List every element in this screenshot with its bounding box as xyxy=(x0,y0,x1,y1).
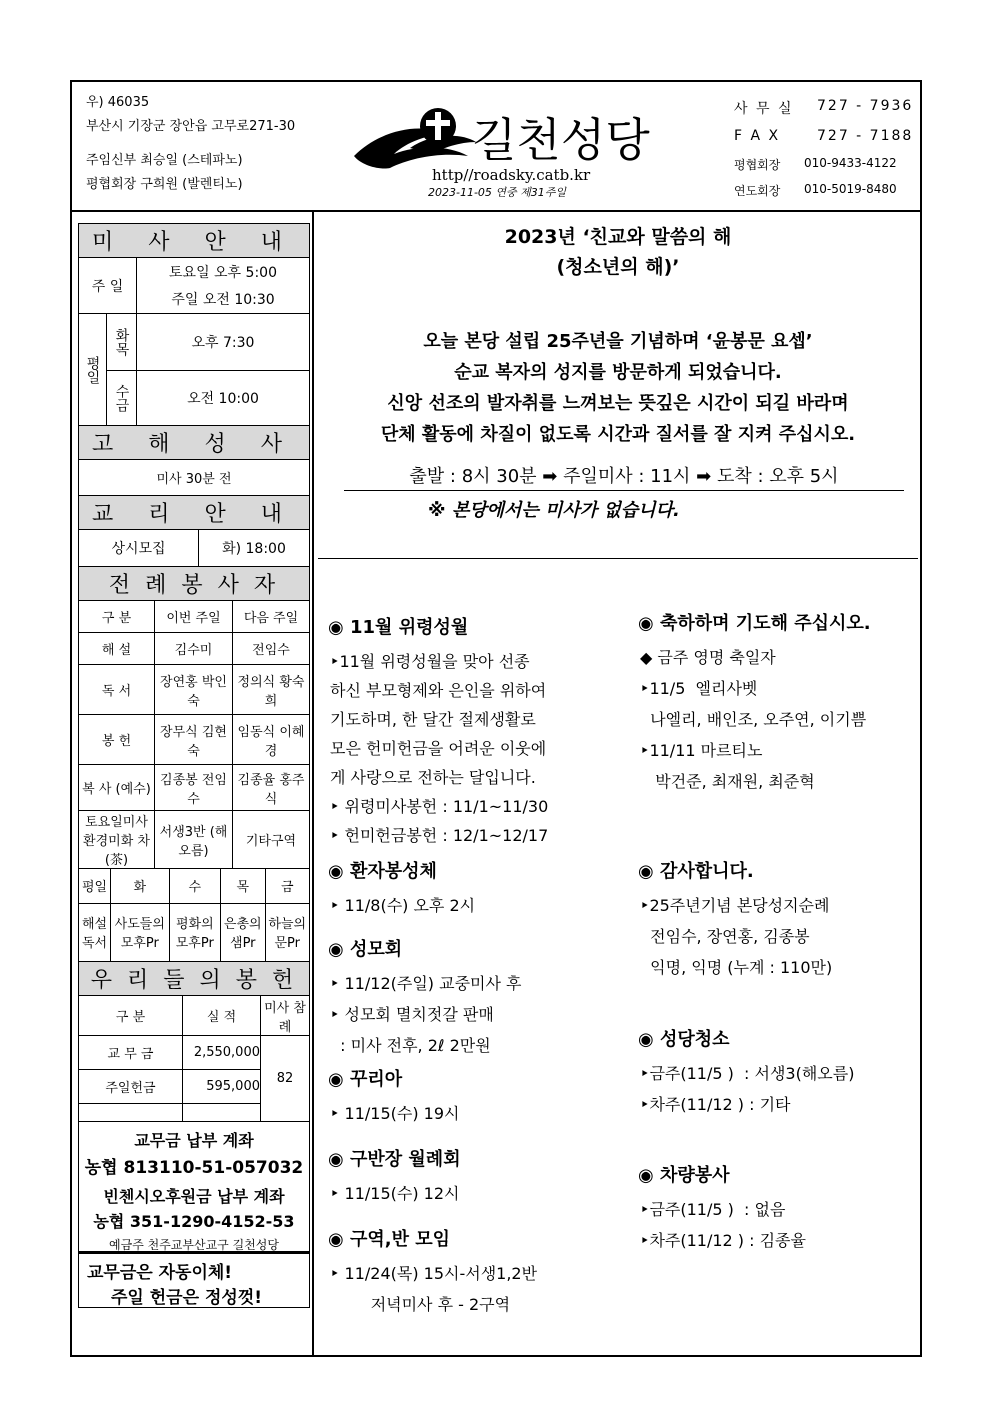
news-title xyxy=(328,936,402,964)
news-line: ‣11월 위령성월을 맞아 선종 xyxy=(330,652,530,671)
news-title-text: 감사합니다. xyxy=(659,861,754,882)
bullet-circle-icon: ◉ xyxy=(328,861,350,882)
news-title xyxy=(328,1066,402,1094)
weekday-label: 평일 xyxy=(79,314,107,426)
offering-row-value: 595,000 xyxy=(183,1070,261,1104)
catechism-table xyxy=(78,530,310,601)
news-line: 저녁미사 후 - 2구역 xyxy=(330,1295,511,1314)
postal-code: 우) 46035 xyxy=(86,95,150,110)
left-column xyxy=(78,223,310,1353)
office-label: 사 무 실 xyxy=(734,101,794,117)
news-line: 익명, 익명 (누계 : 110만) xyxy=(640,958,833,977)
church-name: 길천성당 xyxy=(472,113,650,167)
news-title-text: 축하하며 기도해 주십시오. xyxy=(659,613,871,634)
tuethu-label: 화목 xyxy=(107,314,137,371)
footer-box xyxy=(78,1252,310,1308)
sun-mass: 주일 오전 10:30 xyxy=(137,286,310,314)
wedfri-label: 수금 xyxy=(107,371,137,426)
header xyxy=(72,82,920,212)
council-phone-label: 평협회장 xyxy=(734,158,781,172)
server-row-next: 전임수 xyxy=(233,633,310,665)
church-logo xyxy=(350,104,690,174)
server-row-label: 해 설 xyxy=(79,633,155,665)
youth-phone: 010-5019-8480 xyxy=(804,182,897,196)
news-title xyxy=(328,858,437,886)
account1: 농협 813110-51-057032 xyxy=(84,1158,304,1178)
news-line: ‣ 11/15(수) 19시 xyxy=(330,1104,460,1123)
news-line: ‣25주년기념 본당성지순례 xyxy=(640,896,830,915)
offering-title: 우 리 들 의 봉 헌 xyxy=(79,962,310,996)
server-row-next: 김종율 홍주식 xyxy=(233,765,310,811)
server-row-next: 임동식 이혜경 xyxy=(233,715,310,765)
servers-title: 전 례 봉 사 자 xyxy=(79,566,310,600)
bullet-circle-icon: ◉ xyxy=(638,1029,660,1050)
bullet-circle-icon: ◉ xyxy=(328,1149,350,1170)
news-line: ‣금주(11/5 ) : 서생3(해오름) xyxy=(640,1064,855,1083)
bullet-circle-icon: ◉ xyxy=(638,1165,660,1186)
footer-line2: 주일 헌금은 정성껏! xyxy=(111,1288,262,1308)
weekday-cell: 은총의 샘Pr xyxy=(221,903,265,961)
offering-row-value: 2,550,000 xyxy=(183,1036,261,1070)
news-title-text: 구역,반 모임 xyxy=(349,1229,451,1250)
news-line: : 미사 전후, 2ℓ 2만원 xyxy=(330,1036,491,1055)
server-row-label: 복 사 (예수) xyxy=(79,765,155,811)
fax-label: F A X xyxy=(734,128,781,144)
news-title xyxy=(328,614,468,642)
news-title-text: 성당청소 xyxy=(659,1029,730,1050)
offering-header: 실 적 xyxy=(183,996,261,1036)
offering-header: 미사 참례 xyxy=(261,996,310,1036)
news-title-text: 성모회 xyxy=(349,939,403,960)
mass-table xyxy=(78,223,310,530)
news-line: ‣ 성모회 멸치젓갈 판매 xyxy=(330,1005,494,1024)
news-line: ◆ 금주 영명 축일자 xyxy=(640,648,776,667)
news-line: ‣금주(11/5 ) : 없음 xyxy=(640,1200,786,1219)
issue-date: 2023-11-05 연중 제31주일 xyxy=(428,186,567,199)
weekday-cell: 사도들의 모후Pr xyxy=(111,903,170,961)
server-row-this: 김수미 xyxy=(155,633,233,665)
weekday-header: 목 xyxy=(221,869,265,903)
account-box xyxy=(78,1122,310,1252)
news-line: ‣ 11/15(수) 12시 xyxy=(330,1184,460,1203)
offering-row-label: 교 무 금 xyxy=(79,1036,183,1070)
news-line: 하신 부모형제와 은인을 위하여 xyxy=(330,681,547,700)
bullet-circle-icon: ◉ xyxy=(638,613,660,634)
news-title-text: 꾸리아 xyxy=(349,1069,403,1090)
news-line: 기도하며, 한 달간 절제생활로 xyxy=(330,710,536,729)
offering-row-value xyxy=(183,1104,261,1122)
footer-line1: 교무금은 자동이체! xyxy=(87,1263,233,1283)
news-line: 모은 헌미헌금을 어려운 이웃에 xyxy=(330,739,547,758)
news-title xyxy=(328,1226,450,1254)
weekday-cell: 하늘의 문Pr xyxy=(265,903,310,961)
weekday-cell: 해설 독서 xyxy=(79,903,111,961)
weekday-header: 화 xyxy=(111,869,170,903)
server-row-this: 김종봉 전임수 xyxy=(155,765,233,811)
news-title xyxy=(638,858,754,886)
no-mass-note: ※ 본당에서는 미사가 없습니다. xyxy=(428,500,680,521)
sunday-label: 주 일 xyxy=(79,258,137,314)
youth-phone-label: 연도회장 xyxy=(734,184,781,198)
notice-line1: 오늘 본당 설립 25주년을 기념하며 ‘윤봉문 요셉’ xyxy=(423,331,813,352)
fax-number: 727 - 7188 xyxy=(817,128,914,144)
priest: 주임신부 최승일 (스테파노) xyxy=(86,153,243,168)
news-line: ‣ 위령미사봉헌 : 11/1~11/30 xyxy=(330,797,549,816)
address: 부산시 기장군 장안읍 고무로271-30 xyxy=(86,119,296,134)
offering-header: 구 분 xyxy=(79,996,183,1036)
catechism-right: 화) 18:00 xyxy=(199,530,310,566)
server-row-this: 서생3반 (해오름) xyxy=(155,811,233,869)
weekday-header: 수 xyxy=(169,869,221,903)
bullet-circle-icon: ◉ xyxy=(328,939,350,960)
news-line: 전임수, 장연홍, 김종봉 xyxy=(640,927,810,946)
news-line: ‣ 11/8(수) 오후 2시 xyxy=(330,896,476,915)
news-line: ‣ 11/24(목) 15시-서생1,2반 xyxy=(330,1264,538,1283)
theme-line2: (청소년의 해)’ xyxy=(556,256,680,278)
council-phone: 010-9433-4122 xyxy=(804,156,897,170)
notice-line3: 신앙 선조의 발자취를 느껴보는 뜻깊은 시간이 되길 바라며 xyxy=(387,393,849,414)
servers-header-next: 다음 주일 xyxy=(233,601,310,633)
offering-row-label: 주일헌금 xyxy=(79,1070,183,1104)
news-line: ‣차주(11/12 ) : 김종율 xyxy=(640,1231,806,1250)
news-line: 나엘리, 배인조, 오주연, 이기쁨 xyxy=(640,710,867,729)
bullet-circle-icon: ◉ xyxy=(328,1069,350,1090)
weekday-header: 금 xyxy=(265,869,310,903)
news-title-text: 11월 위령성월 xyxy=(349,617,469,638)
servers-header-this: 이번 주일 xyxy=(155,601,233,633)
server-row-next: 기타구역 xyxy=(233,811,310,869)
server-row-next: 정의식 황숙희 xyxy=(233,665,310,715)
news-title xyxy=(638,610,871,638)
mass-title: 미 사 안 내 xyxy=(79,224,310,258)
servers-header-label: 구 분 xyxy=(79,601,155,633)
bullet-circle-icon: ◉ xyxy=(328,1229,350,1250)
main-column xyxy=(318,214,920,1354)
column-divider xyxy=(312,212,314,1357)
server-row-this: 장무식 김현숙 xyxy=(155,715,233,765)
catechism-left: 상시모집 xyxy=(79,530,199,566)
server-row-this: 장연홍 박인숙 xyxy=(155,665,233,715)
confession-title: 고 해 성 사 xyxy=(79,426,310,460)
news-line: ‣차주(11/12 ) : 기타 xyxy=(640,1095,791,1114)
catechism-title: 교 리 안 내 xyxy=(79,496,310,530)
news-line: ‣ 헌미헌금봉헌 : 12/1~12/17 xyxy=(330,826,549,845)
office-phone: 727 - 7936 xyxy=(817,98,914,114)
news-title xyxy=(328,1146,461,1174)
weekday-servers-table xyxy=(78,869,310,962)
account2-title: 빈첸시오후원금 납부 계좌 xyxy=(103,1187,285,1206)
weekday-cell: 평화의 모후Pr xyxy=(169,903,221,961)
news-line: ‣11/11 마르티노 xyxy=(640,741,763,760)
confession-text: 미사 30분 전 xyxy=(79,460,310,496)
news-line: 박건준, 최재원, 최준혁 xyxy=(640,772,815,791)
news-title-text: 환자봉성체 xyxy=(349,861,437,882)
account2: 농협 351-1290-4152-53 xyxy=(93,1212,295,1231)
server-row-label: 독 서 xyxy=(79,665,155,715)
server-row-label: 봉 헌 xyxy=(79,715,155,765)
bulletin-page xyxy=(70,80,922,1357)
tuethu-mass: 오후 7:30 xyxy=(137,314,310,371)
account-holder: 예금주 천주교부산교구 길천성당 xyxy=(109,1238,279,1252)
server-row-label: 토요일미사 환경미화 차(茶) xyxy=(79,811,155,869)
council-president: 평협회장 구희원 (발렌티노) xyxy=(86,177,243,192)
theme-line1: 2023년 ‘친교와 말씀의 해 xyxy=(504,226,732,248)
bullet-circle-icon: ◉ xyxy=(328,617,350,638)
account1-title: 교무금 납부 계좌 xyxy=(134,1131,254,1150)
attendance-count: 82 xyxy=(261,1036,310,1122)
notice-line4: 단체 활동에 차질이 없도록 시간과 질서를 잘 지켜 주십시오. xyxy=(380,424,856,445)
news-title xyxy=(638,1026,730,1054)
section-divider xyxy=(318,558,918,559)
wedfri-mass: 오전 10:00 xyxy=(137,371,310,426)
news-line: 게 사랑으로 전하는 달입니다. xyxy=(330,768,536,787)
news-title xyxy=(638,1162,730,1190)
sat-mass: 토요일 오후 5:00 xyxy=(137,258,310,286)
news-line: ‣11/5 엘리사벳 xyxy=(640,679,758,698)
bullet-circle-icon: ◉ xyxy=(638,861,660,882)
news-title-text: 구반장 월례회 xyxy=(349,1149,461,1170)
offering-table xyxy=(78,962,310,1123)
weekday-header: 평일 xyxy=(79,869,111,903)
offering-row-label xyxy=(79,1104,183,1122)
news-line: ‣ 11/12(주일) 교중미사 후 xyxy=(330,974,522,993)
notice-line2: 순교 복자의 성지를 방문하게 되었습니다. xyxy=(454,362,782,383)
schedule: 출발 : 8시 30분 ➡ 주일미사 : 11시 ➡ 도착 : 오후 5시 xyxy=(344,462,904,491)
servers-table xyxy=(78,601,310,870)
website: http//roadsky.catb.kr xyxy=(432,166,591,184)
news-title-text: 차량봉사 xyxy=(659,1165,730,1186)
